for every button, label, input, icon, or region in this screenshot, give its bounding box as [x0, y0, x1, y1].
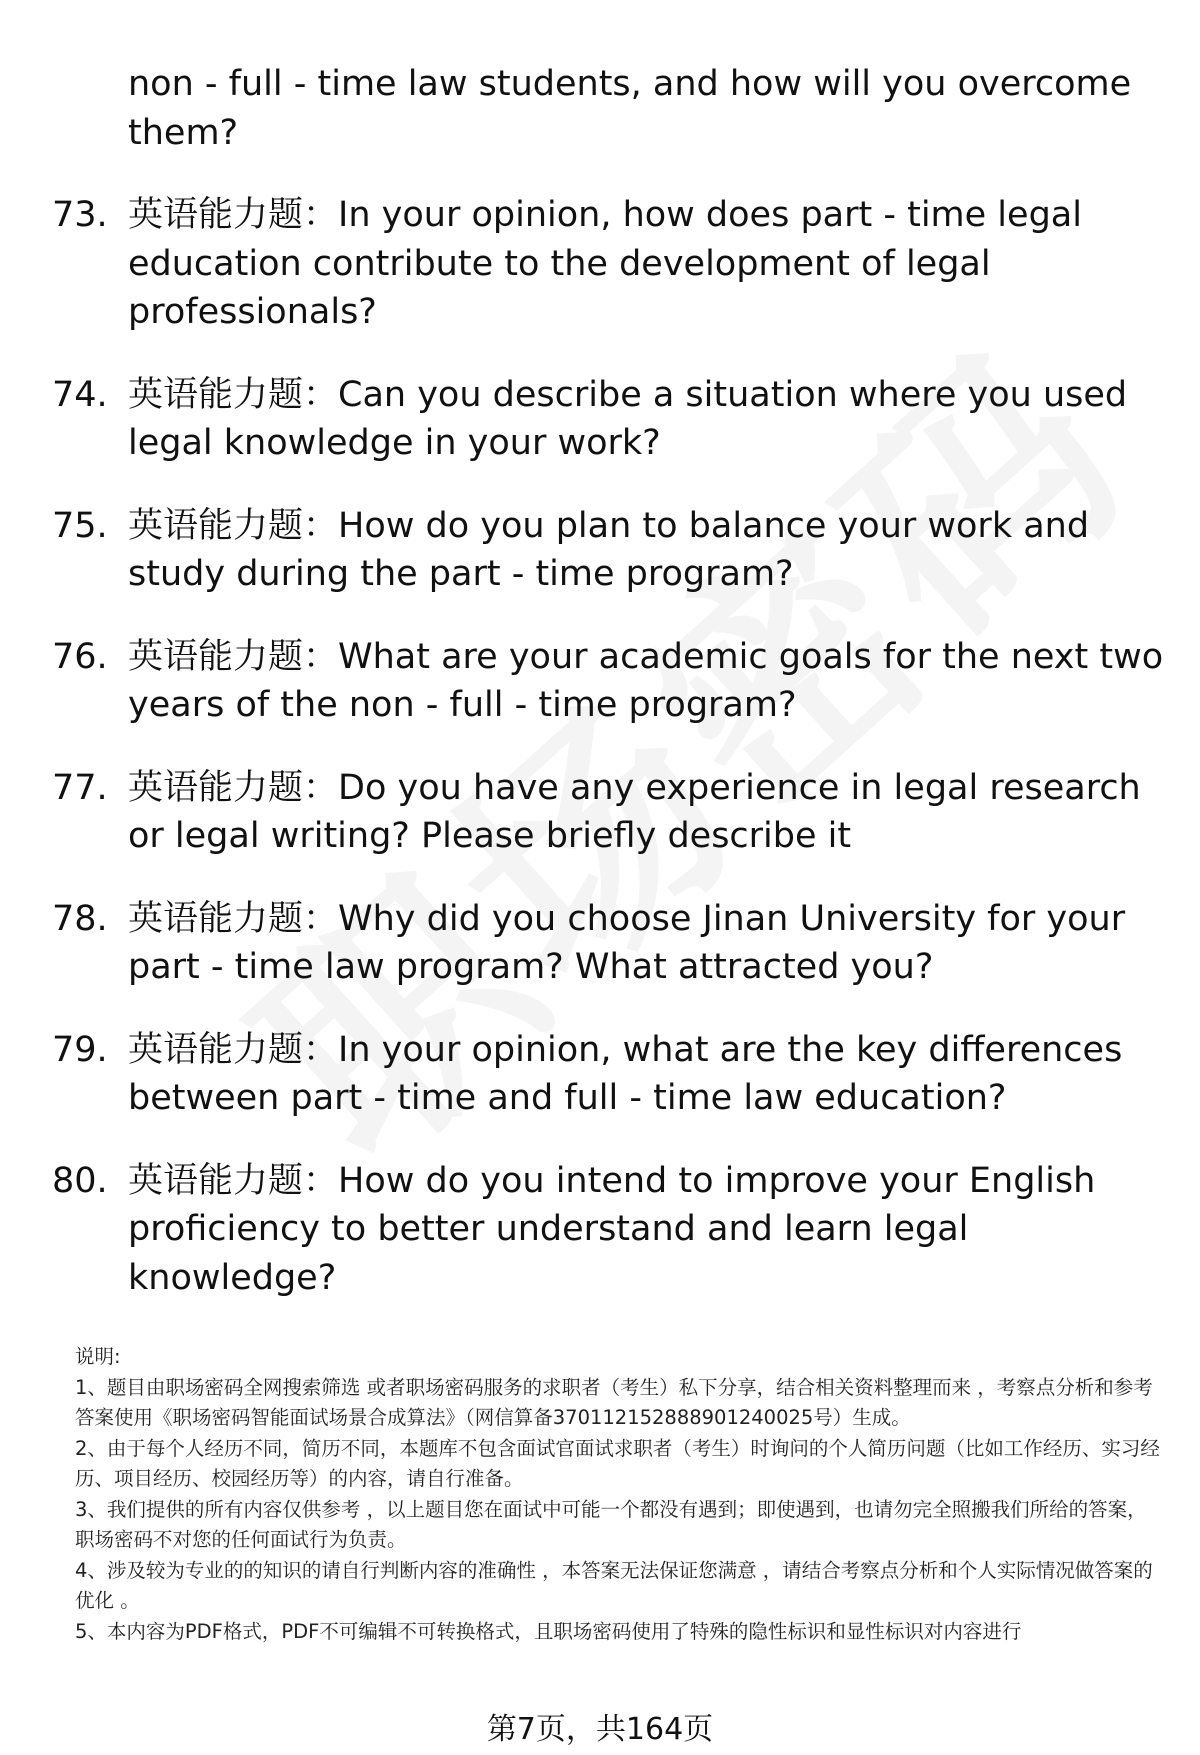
question-number: 76. — [52, 636, 108, 677]
question-text: Can you describe a situation where you used legal knowledge in your work? — [128, 374, 1128, 463]
question-number: 74. — [52, 374, 108, 415]
question-prefix: 英语能力题： — [128, 898, 339, 939]
note-item: 1、题目由职场密码全网搜索筛选 或者职场密码服务的求职者（考生）私下分享，结合相关资料整理而来 ，考察点分析和参考答案使用《职场密码智能面试场景合成算法》（网信算备370112152888901240025号）生成。 — [75, 1375, 1153, 1429]
question-text: How do you plan to balance your work and study during the part - time program? — [128, 505, 1090, 594]
question-item — [0, 895, 1200, 992]
question-prefix: 英语能力题： — [128, 195, 339, 235]
question-body — [128, 895, 1168, 992]
question-body — [128, 1026, 1168, 1123]
question-item — [0, 371, 1200, 468]
question-number: 73. — [52, 195, 108, 235]
question-number: 79. — [52, 1029, 108, 1070]
question-body — [128, 371, 1168, 468]
question-body — [128, 191, 1168, 337]
question-body — [128, 633, 1168, 730]
question-prefix: 英语能力题： — [128, 636, 339, 677]
note-item: 4、涉及较为专业的的知识的请自行判断内容的准确性 ，本答案无法保证您满意 ，请结合考察点分析和个人实际情况做答案的优化 。 — [75, 1558, 1153, 1612]
question-number: 75. — [52, 505, 108, 546]
notes-title: 说明: — [75, 1345, 121, 1368]
question-item — [0, 502, 1200, 599]
question-text: How do you intend to improve your English proficiency to better understand and learn legal knowledge? — [128, 1160, 1096, 1298]
question-text: Do you have any experience in legal research or legal writing? Please briefly describe it — [128, 767, 1141, 856]
question-item — [0, 191, 1200, 337]
question-continuation: non - full - time law students, and how will you overcome them? — [128, 64, 1132, 153]
question-prefix: 英语能力题： — [128, 1029, 339, 1070]
question-body — [128, 502, 1168, 599]
question-body — [128, 1157, 1168, 1303]
note-item: 3、我们提供的所有内容仅供参考 ，以上题目您在面试中可能一个都没有遇到；即使遇到，也请勿完全照搬我们所给的答案，职场密码不对您的任何面试行为负责。 — [75, 1497, 1147, 1551]
question-item — [0, 1157, 1200, 1303]
question-prefix: 英语能力题： — [128, 505, 339, 546]
question-list — [0, 60, 1200, 1336]
question-prefix: 英语能力题： — [128, 1160, 339, 1201]
question-text: Why did you choose Jinan University for your part - time law program? What attracted you? — [128, 898, 1126, 987]
question-text: In your opinion, what are the key differences between part - time and full - time law education? — [128, 1029, 1123, 1118]
question-body — [128, 764, 1168, 861]
question-text: In your opinion, how does part - time legal education contribute to the development of legal professionals? — [128, 195, 1082, 332]
question-item — [0, 1026, 1200, 1123]
question-number: 78. — [52, 898, 108, 939]
question-item — [0, 764, 1200, 861]
note-item: 2、由于每个人经历不同，简历不同，本题库不包含面试官面试求职者（考生）时询问的个人简历问题（比如工作经历、实习经历、项目经历、校园经历等）的内容，请自行准备。 — [75, 1436, 1160, 1490]
question-number: 77. — [52, 767, 108, 808]
question-prefix: 英语能力题： — [128, 374, 339, 415]
question-number: 80. — [52, 1160, 108, 1201]
note-item: 5、本内容为PDF格式，PDF不可编辑不可转换格式，且职场密码使用了特殊的隐性标识和显性标识对内容进行 — [75, 1619, 1022, 1643]
question-prefix: 英语能力题： — [128, 767, 339, 808]
notes-section — [75, 1342, 1165, 1647]
question-text: What are your academic goals for the next two years of the non - full - time program? — [128, 636, 1164, 725]
question-item — [0, 633, 1200, 730]
page-number-footer: 第7页，共164页 — [486, 1712, 714, 1747]
